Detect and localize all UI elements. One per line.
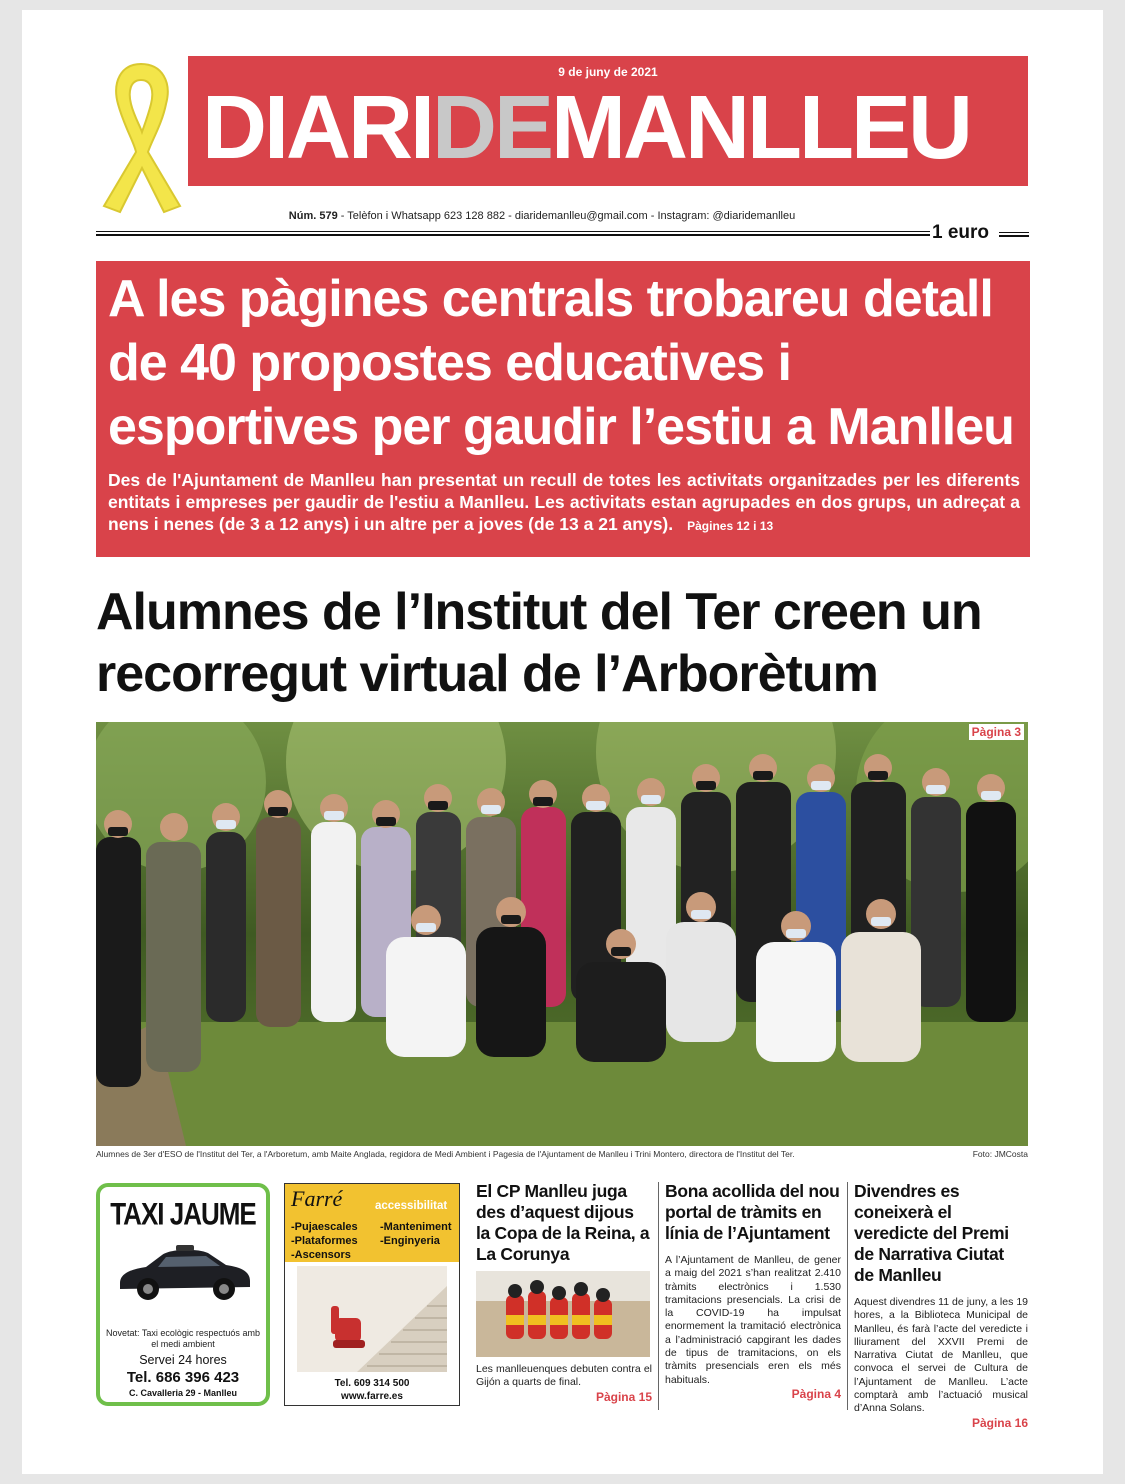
group-photo-image bbox=[96, 722, 1028, 1146]
farre-ad-header bbox=[285, 1184, 459, 1262]
article-headline: El CP Manlleu juga des d’aquest dijous la Copa de la Reina, a La Corunya bbox=[476, 1181, 650, 1264]
issue-date: 9 de juny de 2021 bbox=[558, 65, 658, 79]
contact-email: diaridemanlleu@gmail.com bbox=[514, 210, 648, 222]
yellow-ribbon-icon bbox=[96, 56, 186, 214]
price-rule bbox=[999, 232, 1029, 237]
newspaper-page bbox=[22, 10, 1103, 1474]
article-headline: Divendres es coneixerà el veredicte del Premi de Narrativa Ciutat de Manlleu bbox=[854, 1181, 1009, 1285]
main-headline: Alumnes de l’Institut del Ter creen un recorregut virtual de l’Arborètum bbox=[96, 583, 982, 703]
contact-instagram: Instagram: @diaridemanlleu bbox=[657, 210, 796, 222]
stairlift-image bbox=[297, 1266, 447, 1372]
article-body: Les manlleuenques debuten contra el Gijón a quarts de final. bbox=[476, 1363, 652, 1389]
photo-credit: Foto: JMCosta bbox=[972, 1149, 1028, 1159]
car-icon bbox=[114, 1235, 254, 1305]
photo-caption: Alumnes de 3er d'ESO de l'Institut del Ter, a l'Arboretum, amb Maite Anglada, regidora de Medi Ambient i Pagesia de l'Ajuntament de Manlleu i Trini Montero, directora de l'Institut del Ter. Foto: JMCosta bbox=[96, 1149, 1028, 1159]
contact-phone: Telèfon i Whatsapp 623 128 882 bbox=[347, 210, 506, 222]
title-part-2: DE bbox=[432, 78, 552, 178]
article-headline: Bona acollida del nou portal de tràmits en línia de l’Ajuntament bbox=[665, 1181, 840, 1243]
article-premi-narrativa bbox=[854, 1181, 1028, 1430]
lead-body: Des de l'Ajuntament de Manlleu han presentat un recull de totes les activitats organitzades per les diferents entitats i empreses per gaudir de l'estiu a Manlleu. Les activitats estan agrupades en dos grups, un adreçat a nens i nenes (de 3 a 12 anys) i un altre per a joves (de 13 a 21 anys). Pàgines 12 i 13 bbox=[108, 470, 1020, 534]
article-page-ref: Pàgina 16 bbox=[971, 1415, 1028, 1430]
ad-farre bbox=[284, 1183, 460, 1406]
lead-story bbox=[96, 261, 1030, 557]
hockey-team-photo bbox=[476, 1271, 650, 1357]
masthead-rule bbox=[96, 231, 930, 236]
farre-ad-tagline: accessibilitat bbox=[375, 1200, 448, 1212]
ad-taxi-jaume bbox=[96, 1183, 270, 1406]
column-divider bbox=[658, 1182, 659, 1410]
lead-page-ref: Pàgines 12 i 13 bbox=[687, 519, 774, 533]
farre-ad-services-right: -Manteniment -Enginyeria bbox=[380, 1221, 452, 1247]
article-portal-tramits bbox=[665, 1181, 841, 1413]
title-part-1: DIARI bbox=[202, 78, 432, 178]
article-body: A l’Ajuntament de Manlleu, de gener a maig del 2021 s’han realitzat 2.410 tràmits electrònics i 1.530 tramitacions presencials. La crisi de la COVID-19 ha impulsat enormement la tramitació electrònica a l’administració capgirant les dades de tipus de tramitacions, on els tràmits presencials eren els més habituals. bbox=[665, 1254, 841, 1386]
masthead bbox=[188, 56, 1028, 186]
taxi-ad-address: C. Cavalleria 29 - Manlleu bbox=[128, 1388, 238, 1398]
lead-headline: A les pàgines centrals trobareu detall de 40 propostes educatives i esportives per gaudir l’estiu a Manlleu bbox=[108, 270, 1014, 456]
taxi-ad-title: TAXI JAUME bbox=[110, 1195, 256, 1232]
contact-line: Núm. 579 - Telèfon i Whatsapp 623 128 882 - diaridemanlleu@gmail.com - Instagram: @diaridemanlleu bbox=[288, 210, 796, 222]
taxi-ad-note: Novetat: Taxi ecològic respectuós amb el medi ambient bbox=[106, 1328, 260, 1349]
farre-ad-phone: Tel. 609 314 500 bbox=[334, 1378, 410, 1389]
article-body: Aquest divendres 11 de juny, a les 19 hores, a la Biblioteca Municipal de Manlleu, és farà l’acte del veredicte i lliurament del XXVII Premi de Narrativa Ciutat de Manlleu, que convoca el servei de Cultura de l’Ajuntament de Manlleu. L’acte comptarà amb l’actuació musical d’Anna Solans. bbox=[854, 1296, 1028, 1415]
article-page-ref: Pàgina 15 bbox=[595, 1389, 652, 1404]
farre-ad-website: www.farre.es bbox=[341, 1391, 403, 1402]
group-photo bbox=[96, 722, 1028, 1146]
farre-ad-services-left: -Pujaescales -Plataformes -Ascensors bbox=[291, 1221, 358, 1261]
taxi-ad-phone: Tel. 686 396 423 bbox=[126, 1369, 240, 1386]
article-page-ref: Pàgina 4 bbox=[791, 1386, 841, 1401]
article-cp-manlleu bbox=[476, 1181, 652, 1413]
column-divider bbox=[847, 1182, 848, 1410]
title-part-3: MANLLEU bbox=[551, 78, 970, 178]
issue-number: Núm. 579 bbox=[288, 210, 338, 222]
taxi-ad-service: Servei 24 hores bbox=[139, 1353, 227, 1367]
farre-ad-brand: Farré bbox=[291, 1186, 343, 1211]
newspaper-title bbox=[202, 78, 970, 178]
price: 1 euro bbox=[932, 222, 990, 243]
photo-page-ref: Pàgina 3 bbox=[969, 724, 1024, 740]
